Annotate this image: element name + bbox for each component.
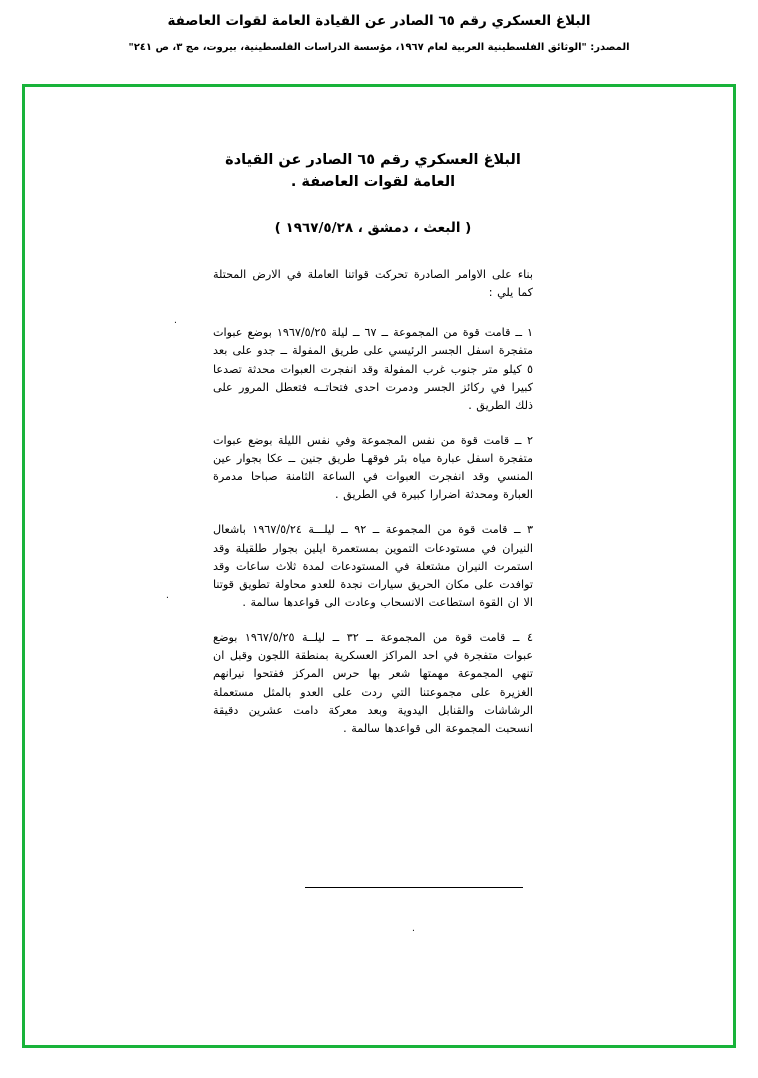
margin-mark-top: . — [173, 315, 177, 326]
body-paragraph-2: ٢ ــ قامت قوة من نفس المجموعة وفي نفس الليلة بوضع عبوات متفجرة اسفل عبارة مياه بئر فوقهـا طريق جنين ــ عكا بجوار عين المنسي وقد انفجرت العبوات في الساعة الثامنة صباحا مدمرة العبارة ومحدثة اضرارا كبيرة في الطريق . — [213, 433, 533, 502]
document-source-line: المصدر: "الوثائق الفلسطينية العربية لعام ١٩٦٧، مؤسسة الدراسات الفلسطينية، بيروت، مج ٣، ص ٢٤١" — [128, 41, 630, 53]
footer-divider-rule — [305, 887, 523, 888]
body-paragraph-3: ٣ ــ قامت قوة من المجموعة ــ ٩٢ ــ ليلـــة ١٩٦٧/٥/٢٤ باشعال النيران في مستودعات التموين بمستعمرة ايلين بجوار طلقيلة وقد استمرت النيران مشتعلة في المستودعات لمدة ثلاث ساعات وقد توافدت على مكان الحريق سيارات نجدة للعدو محاولة تطويق قوتنا الا ان القوة استطاعت الانسحاب وعادت الى قواعدها سالمة . — [213, 523, 533, 610]
document-body — [213, 149, 533, 755]
document-dateline: ( البعث ، دمشق ، ١٩٦٧/٥/٢٨ ) — [274, 219, 472, 236]
body-paragraph-4: ٤ ــ قامت قوة من المجموعة ــ ٣٢ ــ ليلــة ١٩٦٧/٥/٢٥ بوضع عبوات متفجرة في احد المراكز العسكرية بمنطقة اللجون وقبل ان تنهي المجموعة مهمتها شعر بها حرس المركز ففتحوا نيرانهم الغزيرة على مجموعتنا التي ردت على العدو بالمثل مستعملة الرشاشات والقنابل اليدوية وبعد معركة دامت عشرين دقيقة انسحبت المجموعة الى قواعدها سالمة . — [213, 631, 533, 735]
document-header-title: البلاغ العسكري رقم ٦٥ الصادر عن القيادة العامة لقوات العاصفة — [167, 13, 591, 29]
margin-mark-middle: . — [165, 590, 169, 601]
body-paragraph-1: ١ ــ قامت قوة من المجموعة ــ ٦٧ ــ ليلة ١٩٦٧/٥/٢٥ بوضع عبوات متفجرة اسفل الجسر الرئيسي على طريق المفولة ــ جدو على بعد ٥ كيلو متر جنوب غرب المفولة وقد انفجرت العبوات محدثة تصدعا كبيرا في ركائز الجسر ودمرت احدى فتحاتــه فتعطل المرور على ذلك الطريق . — [213, 326, 533, 412]
page-title: البلاغ العسكري رقم ٦٥ الصادر عن القيادة العامة لقوات العاصفة . — [225, 152, 521, 191]
margin-mark-bottom: . — [411, 923, 415, 934]
green-border-frame — [22, 84, 736, 1048]
intro-paragraph: بناء على الاوامر الصادرة تحركت قواتنا العاملة في الارض المحتلة كما يلي : — [213, 267, 533, 300]
page-header — [0, 0, 758, 53]
